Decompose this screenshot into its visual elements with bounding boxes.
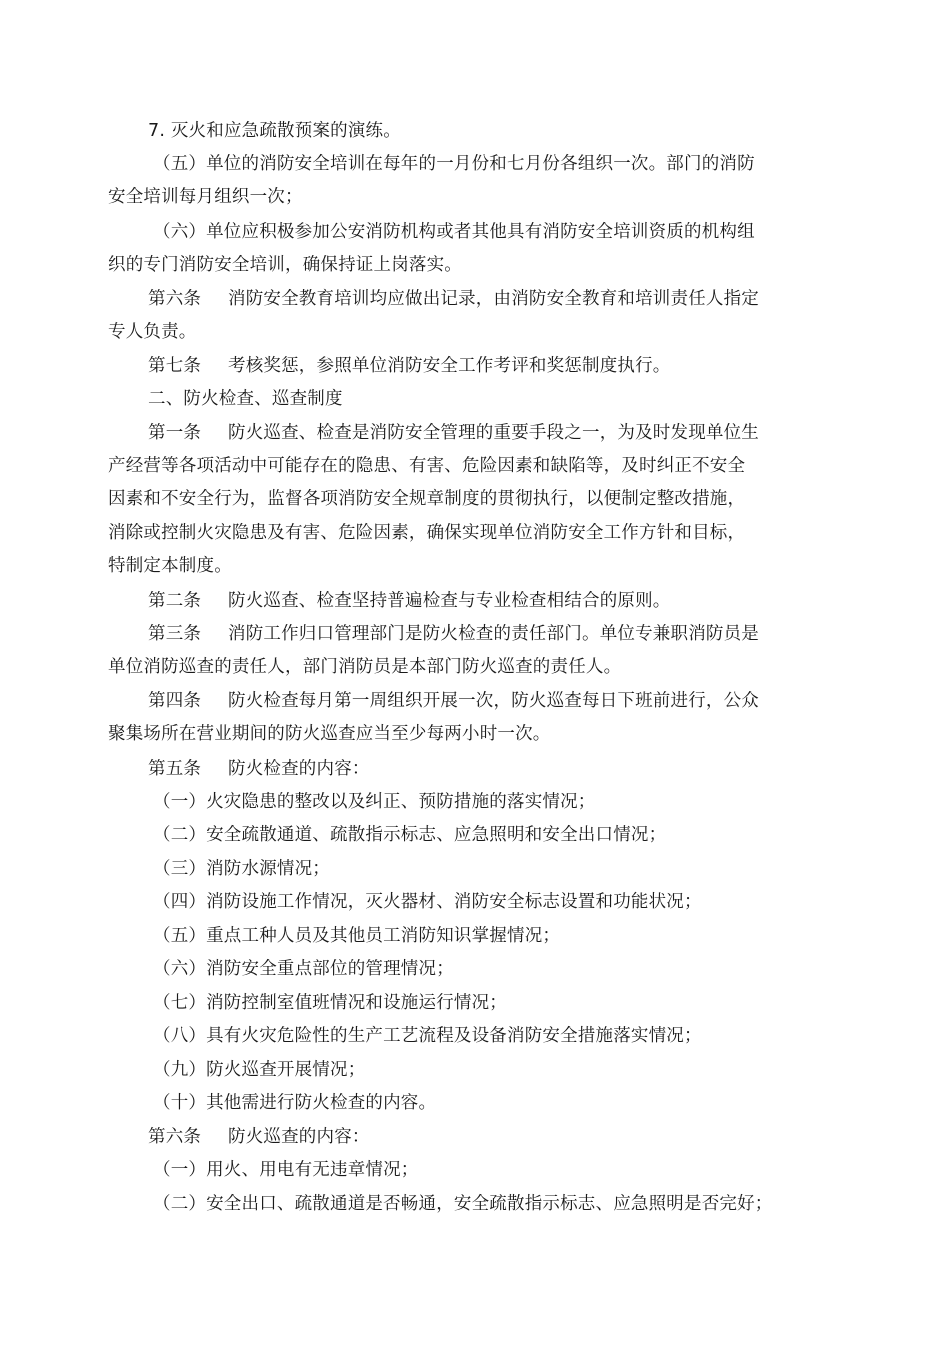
article-line: 第四条 防火检查每月第一周组织开展一次，防火巡查每日下班前进行，公众 <box>148 691 759 711</box>
article-line: 第三条 消防工作归口管理部门是防火检查的责任部门。单位专兼职消防员是 <box>148 624 759 644</box>
list-item: （六）消防安全重点部位的管理情况； <box>153 959 454 979</box>
text-line: 因素和不安全行为，监督各项消防安全规章制度的贯彻执行，以便制定整改措施， <box>108 489 746 509</box>
text-line: （五）单位的消防安全培训在每年的一月份和七月份各组织一次。部门的消防 <box>153 154 755 174</box>
article-line: 第一条 防火巡查、检查是消防安全管理的重要手段之一，为及时发现单位生 <box>148 423 759 443</box>
article-number: 第五条 <box>148 759 202 779</box>
text-line: 聚集场所在营业期间的防火巡查应当至少每两小时一次。 <box>108 724 551 744</box>
article-line: 第五条 防火检查的内容： <box>148 759 370 779</box>
list-item: （一）火灾隐患的整改以及纠正、预防措施的落实情况； <box>153 792 596 812</box>
article-number: 第二条 <box>148 591 202 611</box>
section-heading: 二、防火检查、巡查制度 <box>148 389 343 409</box>
list-item: （十）其他需进行防火检查的内容。 <box>153 1093 437 1113</box>
list-item: （二）安全疏散通道、疏散指示标志、应急照明和安全出口情况； <box>153 825 667 845</box>
article-number: 第七条 <box>148 356 202 376</box>
article-number: 第四条 <box>148 691 202 711</box>
list-item: （二）安全出口、疏散通道是否畅通，安全疏散指示标志、应急照明是否完好； <box>153 1194 773 1214</box>
list-item: （三）消防水源情况； <box>153 859 330 879</box>
article-number: 第一条 <box>148 423 202 443</box>
article-line: 第六条 防火巡查的内容： <box>148 1127 370 1147</box>
article-number: 第三条 <box>148 624 202 644</box>
text-line: 单位消防巡查的责任人，部门消防员是本部门防火巡查的责任人。 <box>108 657 622 677</box>
text-line: 7. 灭火和应急疏散预案的演练。 <box>148 121 401 141</box>
list-item: （一）用火、用电有无违章情况； <box>153 1160 419 1180</box>
article-line: 第六条 消防安全教育培训均应做出记录，由消防安全教育和培训责任人指定 <box>148 289 759 309</box>
text-line: 产经营等各项活动中可能存在的隐患、有害、危险因素和缺陷等，及时纠正不安全 <box>108 456 746 476</box>
article-number: 第六条 <box>148 1127 202 1147</box>
article-number: 第六条 <box>148 289 202 309</box>
article-line: 第七条 考核奖惩，参照单位消防安全工作考评和奖惩制度执行。 <box>148 356 671 376</box>
text-line: 消除或控制火灾隐患及有害、危险因素，确保实现单位消防安全工作方针和目标， <box>108 523 746 543</box>
text-line: 特制定本制度。 <box>108 556 232 576</box>
list-item: （八）具有火灾危险性的生产工艺流程及设备消防安全措施落实情况； <box>153 1026 702 1046</box>
list-item: （五）重点工种人员及其他员工消防知识掌握情况； <box>153 926 561 946</box>
list-item: （四）消防设施工作情况，灭火器材、消防安全标志设置和功能状况； <box>153 892 702 912</box>
article-line: 第二条 防火巡查、检查坚持普遍检查与专业检查相结合的原则。 <box>148 591 671 611</box>
text-line: 织的专门消防安全培训，确保持证上岗落实。 <box>108 255 462 275</box>
text-line: 安全培训每月组织一次； <box>108 187 303 207</box>
list-item: （七）消防控制室值班情况和设施运行情况； <box>153 993 507 1013</box>
list-item: （九）防火巡查开展情况； <box>153 1060 366 1080</box>
text-line: 专人负责。 <box>108 322 197 342</box>
text-line: （六）单位应积极参加公安消防机构或者其他具有消防安全培训资质的机构组 <box>153 222 755 242</box>
